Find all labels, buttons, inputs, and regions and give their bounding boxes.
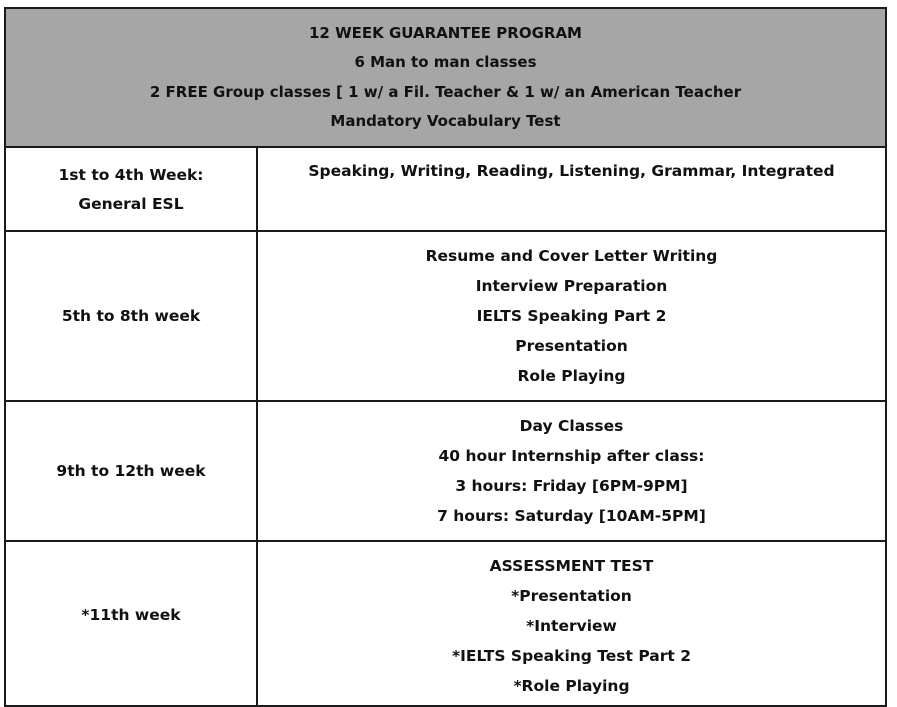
week-label: *11th week (81, 606, 181, 624)
content-line: Role Playing (517, 367, 626, 385)
program-title: 12 WEEK GUARANTEE PROGRAM (309, 23, 582, 42)
content-line: *Presentation (511, 587, 632, 605)
content-line: 40 hour Internship after class: (438, 447, 705, 465)
content-line: *Interview (526, 617, 617, 635)
content-line: Resume and Cover Letter Writing (425, 247, 718, 265)
header-line-man-to-man: 6 Man to man classes (354, 53, 537, 71)
content-line: 7 hours: Saturday [10AM-5PM] (437, 507, 706, 525)
content-line: Speaking, Writing, Reading, Listening, Grammar, Integrated (308, 162, 835, 180)
week-cell (6, 542, 258, 707)
table-row (6, 402, 885, 542)
content-line: Presentation (515, 337, 628, 355)
content-line: IELTS Speaking Part 2 (476, 307, 667, 325)
week-cell (6, 148, 258, 230)
content-line: Interview Preparation (475, 277, 668, 295)
program-table (4, 7, 887, 707)
week-cell (6, 232, 258, 400)
header-line-vocabulary-test: Mandatory Vocabulary Test (330, 112, 561, 130)
week-cell (6, 402, 258, 540)
week-label: 1st to 4th Week: (58, 166, 204, 184)
content-line: *Role Playing (513, 677, 630, 695)
header-line-group-classes: 2 FREE Group classes [ 1 w/ a Fil. Teacher & 1 w/ an American Teacher (149, 82, 742, 101)
content-cell (258, 542, 885, 707)
content-cell (258, 232, 885, 400)
program-header (6, 9, 885, 148)
content-line: 3 hours: Friday [6PM-9PM] (455, 477, 688, 495)
week-label: 9th to 12th week (56, 461, 206, 480)
content-cell (258, 148, 885, 230)
content-line: ASSESSMENT TEST (489, 557, 654, 575)
week-label: General ESL (78, 195, 184, 213)
table-row (6, 232, 885, 402)
table-row (6, 542, 885, 707)
content-line: *IELTS Speaking Test Part 2 (452, 647, 691, 665)
content-line: Day Classes (519, 417, 624, 435)
week-label: 5th to 8th week (61, 306, 201, 325)
table-row (6, 148, 885, 232)
content-cell (258, 402, 885, 540)
